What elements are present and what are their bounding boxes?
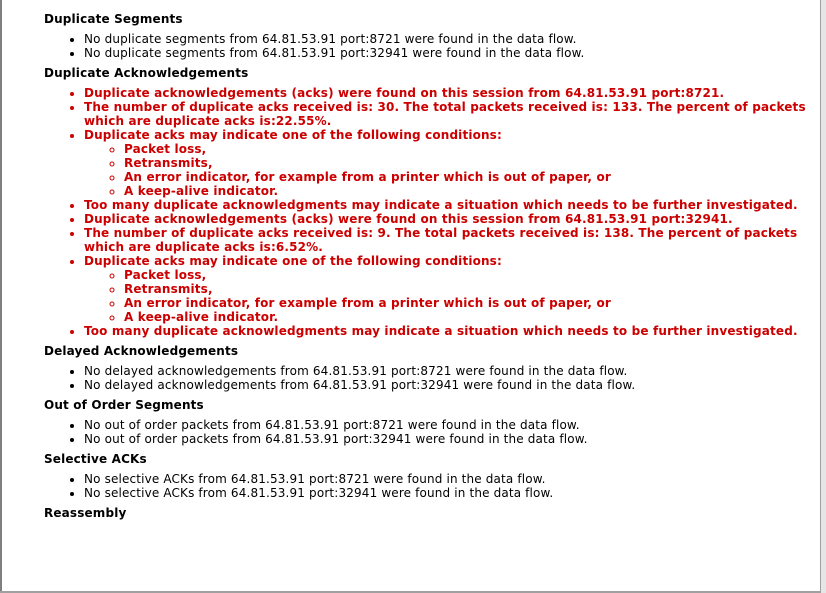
alert-item: • Too many duplicate acknowledgments may indicate a situation which needs to be further investigated.: [84, 324, 820, 338]
list-item: • No duplicate segments from 64.81.53.91 port:8721 were found in the data flow.: [84, 32, 820, 46]
item-list: [44, 86, 820, 338]
list-item: • No selective ACKs from 64.81.53.91 port:32941 were found in the data flow.: [84, 486, 820, 500]
item-list: [44, 418, 820, 446]
condition-item: ◦ A keep-alive indicator.: [124, 310, 820, 324]
section-title: Delayed Acknowledgements: [44, 344, 239, 358]
section-title: Duplicate Segments: [44, 12, 183, 26]
conditions-list: [84, 142, 820, 198]
alert-item: • The number of duplicate acks received is: 9. The total packets received is: 138. The percent of packets which are duplicate acks is:6.52%.: [84, 226, 820, 254]
condition-item: ◦ Retransmits,: [124, 282, 820, 296]
alert-item: • Too many duplicate acknowledgments may indicate a situation which needs to be further investigated.: [84, 198, 820, 212]
section-title: Reassembly: [44, 506, 127, 520]
alert-item: • Duplicate acknowledgements (acks) were found on this session from 64.81.53.91 port:32941.: [84, 212, 820, 226]
section-title: Duplicate Acknowledgements: [44, 66, 249, 80]
condition-item: ◦ Packet loss,: [124, 268, 820, 282]
item-list: [44, 472, 820, 500]
section-title: Selective ACKs: [44, 452, 147, 466]
item-list: [44, 364, 820, 392]
section-reassembly: [44, 506, 820, 520]
list-item: • No out of order packets from 64.81.53.91 port:8721 were found in the data flow.: [84, 418, 820, 432]
list-item: • No duplicate segments from 64.81.53.91 port:32941 were found in the data flow.: [84, 46, 820, 60]
condition-item: ◦ Packet loss,: [124, 142, 820, 156]
alert-item: [84, 128, 820, 198]
section-out-of-order-segments: [44, 398, 820, 446]
conditions-intro: Duplicate acks may indicate one of the following conditions:: [84, 128, 502, 142]
list-item: • No selective ACKs from 64.81.53.91 port:8721 were found in the data flow.: [84, 472, 820, 486]
condition-item: ◦ Retransmits,: [124, 156, 820, 170]
condition-item: ◦ An error indicator, for example from a printer which is out of paper, or: [124, 170, 820, 184]
alert-item: • The number of duplicate acks received is: 30. The total packets received is: 133. The percent of packets which are duplicate acks is:22.55%.: [84, 100, 820, 128]
alert-item: [84, 254, 820, 324]
conditions-intro: Duplicate acks may indicate one of the following conditions:: [84, 254, 502, 268]
condition-item: ◦ A keep-alive indicator.: [124, 184, 820, 198]
section-selective-acks: [44, 452, 820, 500]
section-title: Out of Order Segments: [44, 398, 204, 412]
alert-item: • Duplicate acknowledgements (acks) were found on this session from 64.81.53.91 port:8721.: [84, 86, 820, 100]
condition-item: ◦ An error indicator, for example from a printer which is out of paper, or: [124, 296, 820, 310]
item-list: [44, 32, 820, 60]
list-item: • No out of order packets from 64.81.53.91 port:32941 were found in the data flow.: [84, 432, 820, 446]
section-duplicate-acknowledgements: [44, 66, 820, 338]
section-duplicate-segments: [44, 12, 820, 60]
list-item: • No delayed acknowledgements from 64.81.53.91 port:8721 were found in the data flow.: [84, 364, 820, 378]
section-delayed-acknowledgements: [44, 344, 820, 392]
list-item: • No delayed acknowledgements from 64.81.53.91 port:32941 were found in the data flow.: [84, 378, 820, 392]
window-left-border: [0, 0, 2, 593]
vertical-scrollbar[interactable]: [820, 0, 826, 593]
conditions-list: [84, 268, 820, 324]
report-content: [44, 12, 820, 520]
